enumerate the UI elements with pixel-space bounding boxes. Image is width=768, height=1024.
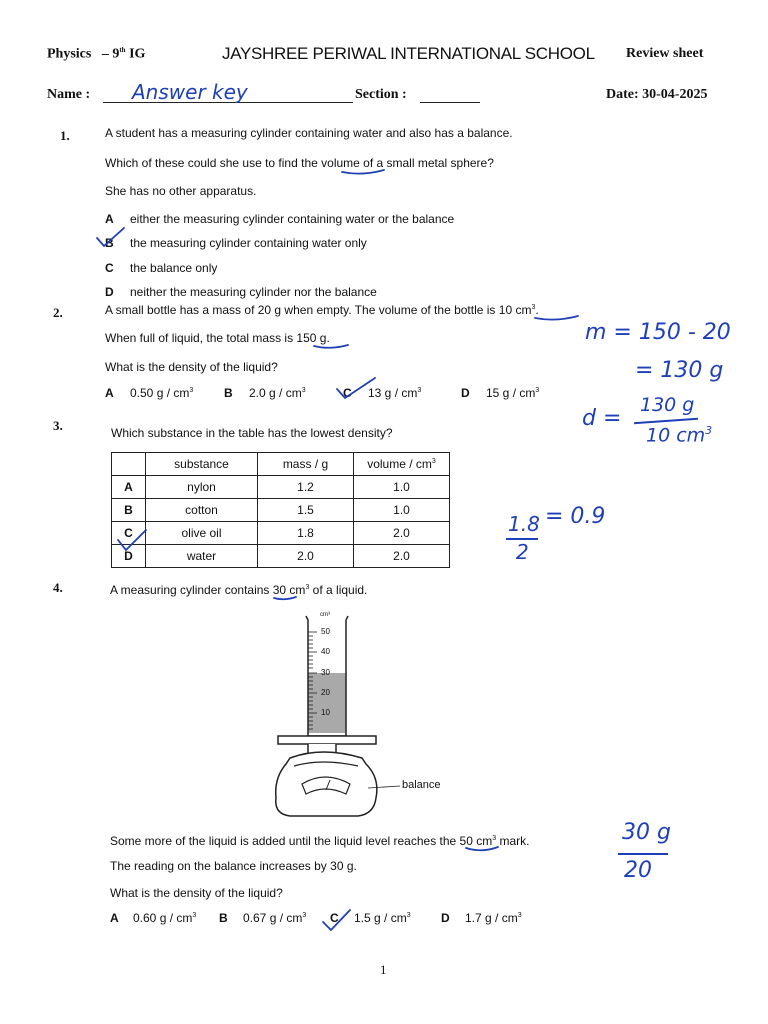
q2-option-text: 13 g / $cm^3$: [368, 386, 422, 400]
q1-option-letter: D: [105, 285, 114, 299]
q3-work-numerator: 1.8: [508, 512, 540, 536]
q3-work-result: = 0.9: [545, 504, 606, 529]
q2-number: 2.: [53, 305, 63, 320]
q2-option-text: 0.50 g / $cm^3$: [130, 386, 194, 400]
name-label: Name :: [47, 87, 91, 102]
section-label: Section :: [355, 87, 407, 102]
cylinder-scale-label: 20: [321, 688, 330, 697]
table-cell: 1.0: [354, 476, 450, 499]
sheet-title: Review sheet: [626, 46, 704, 61]
q4-option-letter: C: [330, 911, 339, 925]
cylinder-scale-label: 50: [321, 627, 330, 636]
table-header: substance: [146, 453, 258, 476]
cylinder-scale-label: 40: [321, 647, 330, 656]
table-header: mass / g: [258, 453, 354, 476]
q4-option-text: 1.7 g / $cm^3$: [465, 911, 522, 925]
q2-option-text: 15 g / $cm^3$: [486, 386, 540, 400]
q4-line2: Some more of the liquid is added until the liquid level reaches the 50 $cm^3$ mark.: [110, 834, 530, 848]
table-cell: nylon: [146, 476, 258, 499]
underline-150g: [314, 345, 348, 348]
q2-line2: When full of liquid, the total mass is 150 g.: [105, 331, 330, 345]
table-cell: 2.0: [354, 545, 450, 568]
q1-option-letter: C: [105, 261, 114, 275]
underline-50cm3: [466, 847, 498, 850]
underline-30cm3: [274, 597, 296, 599]
q4-option-text: 0.67 g / $cm^3$: [243, 911, 307, 925]
q4-option-text: 0.60 g / $cm^3$: [133, 911, 197, 925]
q4-work-numerator: 30 g: [622, 820, 671, 845]
page-number: 1: [380, 962, 387, 977]
underline-10cm3: [535, 316, 578, 320]
q2-work-denominator: 10 $cm^3$: [646, 424, 713, 447]
q2-work-density-label: d =: [582, 406, 622, 431]
cylinder-unit-label: cm³: [320, 612, 330, 618]
q4-option-letter: A: [110, 911, 119, 925]
q1-option-letter: B: [105, 236, 114, 250]
subject-grade: Physics – 9th IG: [47, 46, 146, 62]
q3-question: Which substance in the table has the lowest density?: [111, 426, 393, 440]
tick-q1-b-icon: [97, 228, 124, 246]
table-cell: 2.0: [354, 522, 450, 545]
table-cell: C: [112, 522, 146, 545]
q3-work-denominator: 2: [516, 540, 529, 564]
q1-number: 1.: [60, 128, 70, 143]
q2-option-letter: C: [343, 386, 352, 400]
q2-option-text: 2.0 g / $cm^3$: [249, 386, 306, 400]
table-cell: olive oil: [146, 522, 258, 545]
q1-option-text: the measuring cylinder containing water only: [130, 236, 367, 250]
table-cell: 1.8: [258, 522, 354, 545]
q1-line2: Which of these could she use to find the volume of a small metal sphere?: [105, 156, 494, 170]
q1-option-text: the balance only: [130, 261, 218, 275]
q1-option-text: neither the measuring cylinder nor the balance: [130, 285, 377, 299]
q1-line3: She has no other apparatus.: [105, 184, 257, 198]
q2-option-letter: D: [461, 386, 470, 400]
q4-option-letter: D: [441, 911, 450, 925]
tick-q2-c-icon: [337, 378, 375, 398]
table-cell: 1.5: [258, 499, 354, 522]
table-cell: B: [112, 499, 146, 522]
q4-work-denominator: 20: [624, 858, 652, 883]
balance-label: balance: [402, 779, 441, 791]
q2-option-letter: B: [224, 386, 233, 400]
q1-option-text: either the measuring cylinder containing water or the balance: [130, 212, 455, 226]
table-cell: 1.0: [354, 499, 450, 522]
table-cell: water: [146, 545, 258, 568]
q4-line3: The reading on the balance increases by 30 g.: [110, 859, 357, 873]
table-header: volume / $cm^3$: [354, 453, 450, 476]
table-cell: 1.2: [258, 476, 354, 499]
table-cell: 2.0: [258, 545, 354, 568]
q2-work-mass: m = 150 - 20: [585, 320, 731, 345]
table-cell: A: [112, 476, 146, 499]
tick-q4-c-icon: [323, 910, 350, 930]
table-cell: D: [112, 545, 146, 568]
q2-work-mass-result: = 130 g: [635, 358, 724, 383]
cylinder-scale-label: 10: [321, 708, 330, 717]
school-name: JAYSHREE PERIWAL INTERNATIONAL SCHOOL: [222, 44, 595, 63]
q4-option-text: 1.5 g / $cm^3$: [354, 911, 411, 925]
date: Date: 30-04-2025: [606, 87, 708, 102]
q3-number: 3.: [53, 418, 63, 433]
q1-option-letter: A: [105, 212, 114, 226]
q2-line1: A small bottle has a mass of 20 g when empty. The volume of the bottle is 10 $cm^3$.: [105, 303, 539, 317]
tick-q3-c-icon: [118, 530, 146, 550]
q1-line1: A student has a measuring cylinder containing water and also has a balance.: [105, 126, 513, 140]
table-cell: cotton: [146, 499, 258, 522]
q2-line3: What is the density of the liquid?: [105, 360, 278, 374]
q2-option-letter: A: [105, 386, 114, 400]
q4-number: 4.: [53, 580, 63, 595]
cylinder-scale-label: 30: [321, 668, 330, 677]
q4-line1: A measuring cylinder contains 30 $cm^3$ of a liquid.: [110, 583, 368, 597]
q4-line4: What is the density of the liquid?: [110, 886, 283, 900]
name-value: Answer key: [132, 80, 248, 104]
underline-volume: [342, 170, 384, 174]
q2-work-numerator: 130 g: [640, 394, 695, 416]
q4-option-letter: B: [219, 911, 228, 925]
